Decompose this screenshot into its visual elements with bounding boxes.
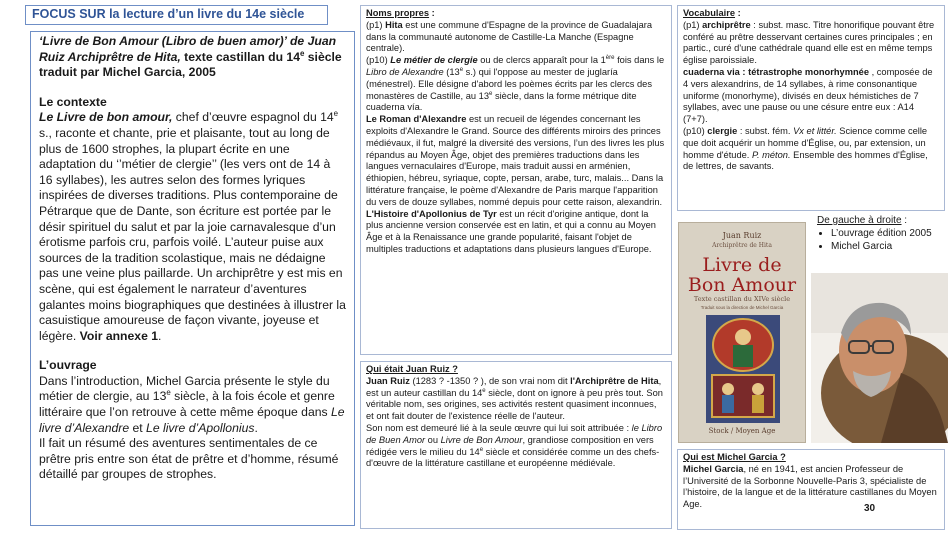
definition: : subst. fém. — [737, 125, 794, 136]
definition: est un recueil de légendes concernant les exploits d'Alexandre le Grand. Source des différents miroirs des princes médiévaux, il fut, malgré la diversité des versions, l’un des livres les plus répandus au Moyen Âge, objet des premières traductions dans les langues vernaculaires d'Europe, mais traduit aussi en arménien, éthiopien, hébreu, syriaque, copte, persan, arabe, turc, malais... Dans la littérature française, le poème d'Alexandre de Paris marque l'apparition du vers de douze syllabes, nommé depuis pour cette raison, alexandrin. — [366, 114, 665, 207]
text: Son nom est demeuré lié à la seule œuvre qui lui soit attribuée : — [366, 422, 632, 433]
juan-ruiz-paragraph-2 — [366, 423, 666, 470]
italic: Livre de Bon Amour — [440, 434, 523, 445]
text: ou — [425, 434, 441, 445]
term: L'Histoire d'Apollonius de Tyr — [366, 208, 497, 219]
term: archiprêtre — [702, 19, 751, 30]
page-title-text: FOCUS SUR la lecture d’un livre du 14e siècle — [32, 7, 305, 21]
book-author: Juan Ruiz — [722, 231, 762, 240]
term: Le métier de clergie — [390, 55, 478, 66]
term: Juan Ruiz — [366, 375, 410, 386]
sup: ère — [605, 55, 615, 62]
vocabulary-box — [677, 5, 945, 211]
sup: e — [166, 388, 171, 398]
book-cover-title — [679, 255, 805, 295]
work-text-d: . — [254, 420, 258, 435]
colon: : — [901, 215, 908, 226]
ref: (p10) — [683, 125, 708, 136]
text: , né en 1941, est ancien Professeur de l’Université de la Sorbonne Nouvelle-Paris 3, spécialiste de l’histoire, de la langue et de la littérature castillanes du Moyen Age. — [683, 463, 937, 510]
italic: Libro de Alexandre — [366, 66, 444, 77]
caption-heading: De gauche à droite — [817, 215, 902, 226]
italic: le Libro de Buen Amor — [366, 422, 663, 445]
definition: Ensemble des hommes d'Église, de lettres, de savants. — [683, 149, 928, 172]
proper-names-box — [360, 5, 672, 355]
definition: ou de clercs apparaît pour la 1 — [477, 55, 606, 66]
ref: (p1) — [366, 19, 386, 30]
definition: : subst. masc. Titre honorifique pouvant être conféré au prêtre desservant certaines cures principales ; en partic., curé d'une cathédrale quand elle est en même temps église paroissiale. — [683, 19, 935, 66]
colon: : — [429, 8, 435, 18]
definition: est une commune d'Espagne de la province de Guadalajara dans la communauté autonome de Castille-La Manche (Espagne centrale). — [366, 19, 653, 54]
michel-garcia-heading: Qui est Michel Garcia ? — [683, 452, 786, 462]
work-paragraph — [39, 374, 346, 436]
caption-item: • L’ouvrage édition 2005 — [831, 227, 947, 240]
context-paragraph — [39, 110, 346, 344]
book-subtitle: Texte castillan du XIVe siècle — [693, 295, 791, 303]
book-title-l2: Bon Amour — [687, 274, 797, 296]
context-heading: Le contexte — [39, 94, 107, 109]
book-publisher: Stock / Moyen Age — [708, 427, 776, 435]
text: (1283 ? -1350 ? ), de son vrai nom dit — [409, 375, 571, 386]
context-text-a: chef d’œuvre espagnol du 14 — [172, 110, 334, 125]
sup: e — [489, 90, 493, 97]
work-italic-2: Le livre d’Apollonius — [146, 420, 255, 435]
book-cover-image — [678, 222, 806, 443]
work-paragraph-2: Il fait un résumé des aventures sentimentales de ce prêtre pris entre son état de prêtre et d’homme, résumé détaillé par groupes de strophes. — [39, 436, 339, 482]
context-lead: Le Livre de bon amour, — [39, 110, 173, 125]
sup: e — [459, 66, 464, 73]
text: siècle, dont on ignore à peu près tout. Son véritable nom, ses origines, ses activités restent quasiment inconnues, et ont fait douter de l'existence réelle de l'auteur. — [366, 387, 663, 422]
definition: siècle, dans la forme métrique dite cuaderna vía. — [366, 90, 637, 113]
juan-ruiz-box — [360, 361, 672, 529]
italic: P. méton. — [751, 149, 791, 160]
term: clergie — [707, 125, 738, 136]
book-title-italic: ‘Livre de Bon Amour (Libro de buen amor)’ de Juan Ruiz Archiprêtre de Hita, — [39, 34, 337, 64]
annex-link[interactable]: Voir annexe 1 — [79, 328, 159, 343]
work-italic-1: Le livre d’Alexandre — [39, 405, 345, 435]
michel-garcia-box — [677, 449, 945, 530]
page-title — [25, 5, 328, 25]
book-title-text-2: siècle traduit par Michel Garcia, 2005 — [39, 49, 342, 80]
book-author-sub: Archiprêtre de Hita — [712, 242, 772, 249]
term: Le Roman d'Alexandre — [366, 114, 467, 125]
hita-entry — [366, 20, 666, 55]
alexandre-entry — [366, 114, 666, 208]
michel-garcia-photo — [811, 273, 948, 443]
colon: : — [735, 8, 741, 18]
juan-ruiz-paragraph — [366, 376, 666, 423]
term: Michel Garcia — [683, 463, 744, 474]
michel-garcia-paragraph — [683, 464, 939, 511]
image-caption — [817, 214, 947, 253]
clergie-entry — [366, 55, 666, 114]
work-text-a: Dans l’introduction, Michel Garcia présente le style du métier de clergie, au 13 — [39, 373, 330, 404]
juan-ruiz-heading: Qui était Juan Ruiz ? — [366, 364, 458, 374]
book-title-line — [39, 34, 346, 81]
work-text-c: et — [129, 420, 147, 435]
caption-item: • Michel Garcia — [831, 240, 947, 253]
page-number: 30 — [864, 503, 876, 514]
caption-list — [817, 227, 947, 253]
book-title-text: texte castillan du 14 — [180, 49, 300, 64]
definition: s.) qui l'oppose au mester de juglaría (ménestrel). Elle désigne d'abord les poèmes écrits par les clercs des monastères de Castille, au 13 — [366, 66, 652, 101]
sup: e — [333, 109, 339, 119]
work-heading: L’ouvrage — [39, 358, 97, 373]
vocabulary-heading: Vocabulaire — [683, 8, 736, 18]
term: Hita — [385, 19, 403, 30]
italic: Vx et littér. — [793, 125, 837, 136]
cuaderna-entry — [683, 67, 939, 126]
ref: (p1) — [683, 19, 703, 30]
definition: (13 — [443, 66, 460, 77]
term: l'Archiprêtre de Hita — [570, 375, 659, 386]
illumination-image — [706, 315, 780, 423]
context-text-b: s., raconte et chante, prie et plaisante, tout au long de plus de 1600 strophes, la plupart écrite en une adaptation du ‘’métier de clergie’’ (les vers ont de 14 à 16 syllabes), les autres selon des formes lyriques inspirées de diverses traditions. Plus contemporaine de Pétrarque que de Dante, son écriture est portée par le désir spirituel du salut et par la joie carnavalesque d’un érotisme parfois cru, parfois voilé. L’auteur puise aux sources de la tradition scolastique, mais ne dédaigne pas une veine plus paillarde. Un archiprêtre y est mis en scène, qui est également le narrateur d’aventures galantes moins biographiques que destinées à illustrer la casuistique amoureuse de façon vivante, joyeuse et légère. — [39, 125, 346, 343]
sup: e — [299, 48, 305, 58]
text: , grandiose composition en vers rédigée vers le milieu du 14 — [366, 434, 654, 457]
archipretre-entry — [683, 20, 939, 67]
context-end: . — [158, 328, 162, 343]
definition: , composée de 4 vers alexandrins, de 14 syllabes, à rime consonantique uniforme (monorhyme), divisés en deux hémistiches de 7 syllabes, avec une pause ou une césure entre eux : A14 (7+7). — [683, 66, 933, 125]
definition: Science comme celle que doit acquérir un homme d'Église, ou, par extension, un homme d'étude. — [683, 125, 928, 160]
sup: e — [482, 387, 486, 394]
clergie-vocab-entry — [683, 126, 939, 173]
book-title-l1: Livre de — [702, 254, 782, 276]
ref: (p10) — [366, 55, 391, 66]
book-translator: Traduit sous la direction de Michel Garcia — [700, 305, 784, 310]
definition: fois dans le — [614, 55, 665, 66]
definition: est un récit d'origine antique, dont la plus ancienne version conservée est en latin, et qui a connu au Moyen Âge et à la Renaissance une grande popularité, faisant l'objet de multiples traductions et adaptations dans plusieurs langues d'Europe. — [366, 208, 656, 254]
term: cuaderna via : tétrastrophe monorhymnée — [683, 66, 869, 77]
sup: e — [479, 446, 484, 453]
text: , est un auteur castillan du 14 — [366, 375, 662, 398]
text: siècle et considérée comme un des chefs-d'œuvre de la littérature castillane et européenne médiévale. — [366, 446, 660, 469]
work-text-b: siècle, à la fois école et genre littéraire que l’on retrouve à cette même époque dans — [39, 389, 335, 420]
main-text-box — [30, 31, 355, 526]
apollonius-entry — [366, 209, 666, 256]
proper-names-heading: Noms propres — [366, 8, 430, 18]
